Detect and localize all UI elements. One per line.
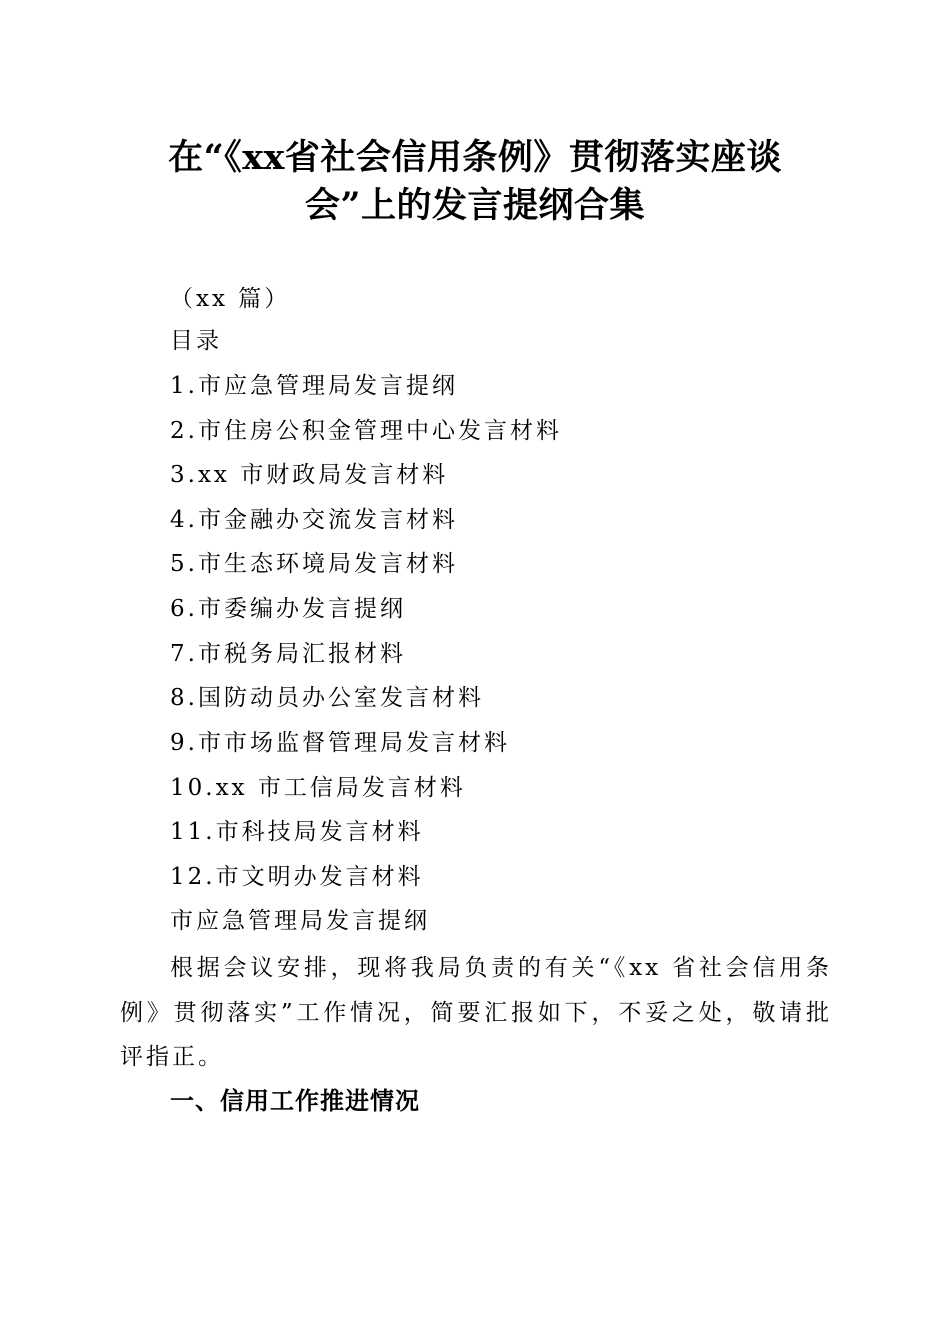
toc-label: 目录 [170, 328, 222, 354]
toc-item: 9.市市场监督管理局发言材料 [170, 730, 510, 756]
document-subtitle: （xx 篇） [170, 286, 291, 312]
toc-item: 4.市金融办交流发言材料 [170, 507, 458, 533]
section-title: 市应急管理局发言提纲 [170, 908, 430, 934]
toc-item: 2.市住房公积金管理中心发言材料 [170, 418, 562, 444]
toc-item: 5.市生态环境局发言材料 [170, 551, 458, 577]
toc-item: 8.国防动员办公室发言材料 [170, 685, 484, 711]
toc-item: 6.市委编办发言提纲 [170, 596, 406, 622]
intro-paragraph: 根据会议安排，现将我局负责的有关“《xx 省社会信用条例》贯彻落实”工作情况，简要汇报如下，不妥之处，敬请批评指正。 [120, 955, 832, 1070]
toc-item: 11.市科技局发言材料 [170, 819, 424, 845]
toc-item: 1.市应急管理局发言提纲 [170, 373, 458, 399]
toc-item: 10.xx 市工信局发言材料 [170, 775, 466, 801]
toc-item: 3.xx 市财政局发言材料 [170, 462, 449, 488]
document-title-line-2: 会”上的发言提纲合集 [304, 185, 646, 226]
document-title-line-1: 在“《xx省社会信用条例》贯彻落实座谈 [168, 137, 782, 178]
section-heading: 一、信用工作推进情况 [170, 1087, 420, 1115]
toc-item: 7.市税务局汇报材料 [170, 641, 406, 667]
toc-item: 12.市文明办发言材料 [170, 864, 424, 890]
